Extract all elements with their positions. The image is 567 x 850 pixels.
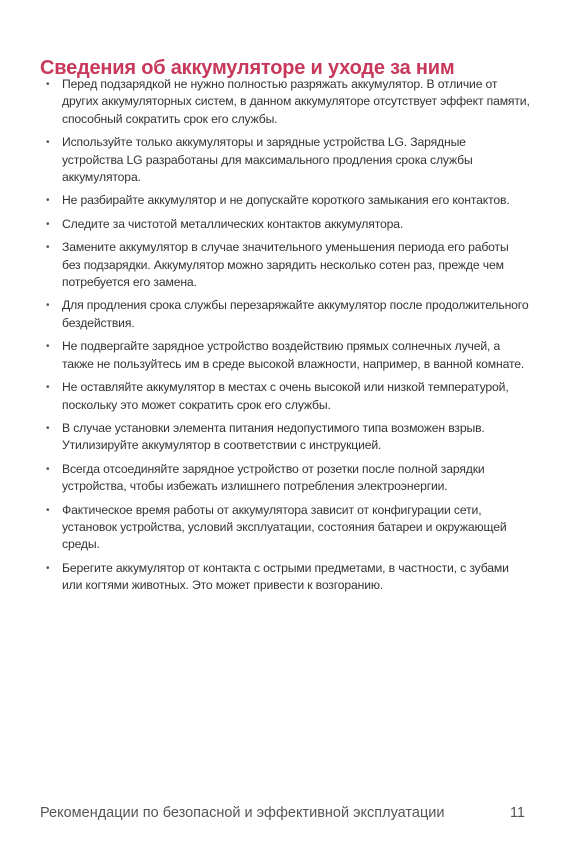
battery-care-list xyxy=(46,76,530,601)
list-item-text: Перед подзарядкой не нужно полностью разряжать аккумулятор. В отличие от других аккумуляторных систем, в данном аккумуляторе отсутствует эффект памяти, способный сократить срок его службы. xyxy=(62,77,530,126)
list-item xyxy=(46,461,530,496)
list-item xyxy=(46,239,530,291)
list-item-text: Не подвергайте зарядное устройство воздействию прямых солнечных лучей, а также не пользуйтесь им в среде высокой влажности, например, в ванной комнате. xyxy=(62,339,525,371)
list-item-text: Для продления срока службы перезаряжайте аккумулятор после продолжительного бездействия. xyxy=(62,298,529,330)
list-item-text: Берегите аккумулятор от контакта с острыми предметами, в частности, с зубами или когтями животных. Это может привести к возгоранию. xyxy=(62,560,509,593)
bullet-icon: • xyxy=(46,242,50,254)
list-item xyxy=(46,297,530,332)
bullet-icon: • xyxy=(46,300,50,312)
bullet-icon: • xyxy=(46,137,50,149)
page-number: 11 xyxy=(509,805,525,821)
list-item-text: Фактическое время работы от аккумулятора зависит от конфигурации сети, установок устройства, условий эксплуатации, состояния батареи и окружающей среды. xyxy=(62,502,507,552)
list-item xyxy=(46,76,530,128)
list-item xyxy=(46,420,530,455)
list-item-text: Всегда отсоединяйте зарядное устройство от розетки после полной зарядки устройства, чтобы избежать излишнего потребления электроэнергии. xyxy=(62,461,485,494)
list-item xyxy=(46,379,530,414)
bullet-icon: • xyxy=(46,218,50,230)
footer-section-title: Рекомендации по безопасной и эффективной эксплуатации xyxy=(40,805,445,821)
list-item-text: Не разбирайте аккумулятор и не допускайте короткого замыкания его контактов. xyxy=(62,193,510,208)
list-item-text: Используйте только аккумуляторы и зарядные устройства LG. Зарядные устройства LG разработаны для максимального продления срока службы аккумулятора. xyxy=(62,135,473,185)
bullet-icon: • xyxy=(46,382,50,394)
bullet-icon: • xyxy=(46,422,50,434)
list-item xyxy=(46,134,530,186)
bullet-icon: • xyxy=(46,341,50,353)
list-item xyxy=(46,216,530,233)
bullet-icon: • xyxy=(46,504,50,516)
list-item-text: Замените аккумулятор в случае значительного уменьшения периода его работы без подзарядки. Аккумулятор можно зарядить несколько сотен раз, прежде чем потребуется его замена. xyxy=(62,240,509,290)
bullet-icon: • xyxy=(46,79,50,90)
list-item xyxy=(46,560,530,595)
list-item-text: Следите за чистотой металлических контактов аккумулятора. xyxy=(62,216,404,231)
list-item xyxy=(46,192,530,209)
list-item xyxy=(46,338,530,373)
list-item-text: В случае установки элемента питания недопустимого типа возможен взрыв. Утилизируйте аккумулятор в соответствии с инструкцией. xyxy=(62,420,485,453)
bullet-icon: • xyxy=(46,463,50,475)
bullet-icon: • xyxy=(46,195,50,207)
bullet-icon: • xyxy=(46,562,50,574)
list-item xyxy=(46,502,530,554)
list-item-text: Не оставляйте аккумулятор в местах с очень высокой или низкой температурой, поскольку это может сократить срок его службы. xyxy=(62,380,509,412)
page-title: Сведения об аккумуляторе и уходе за ним xyxy=(40,57,455,80)
